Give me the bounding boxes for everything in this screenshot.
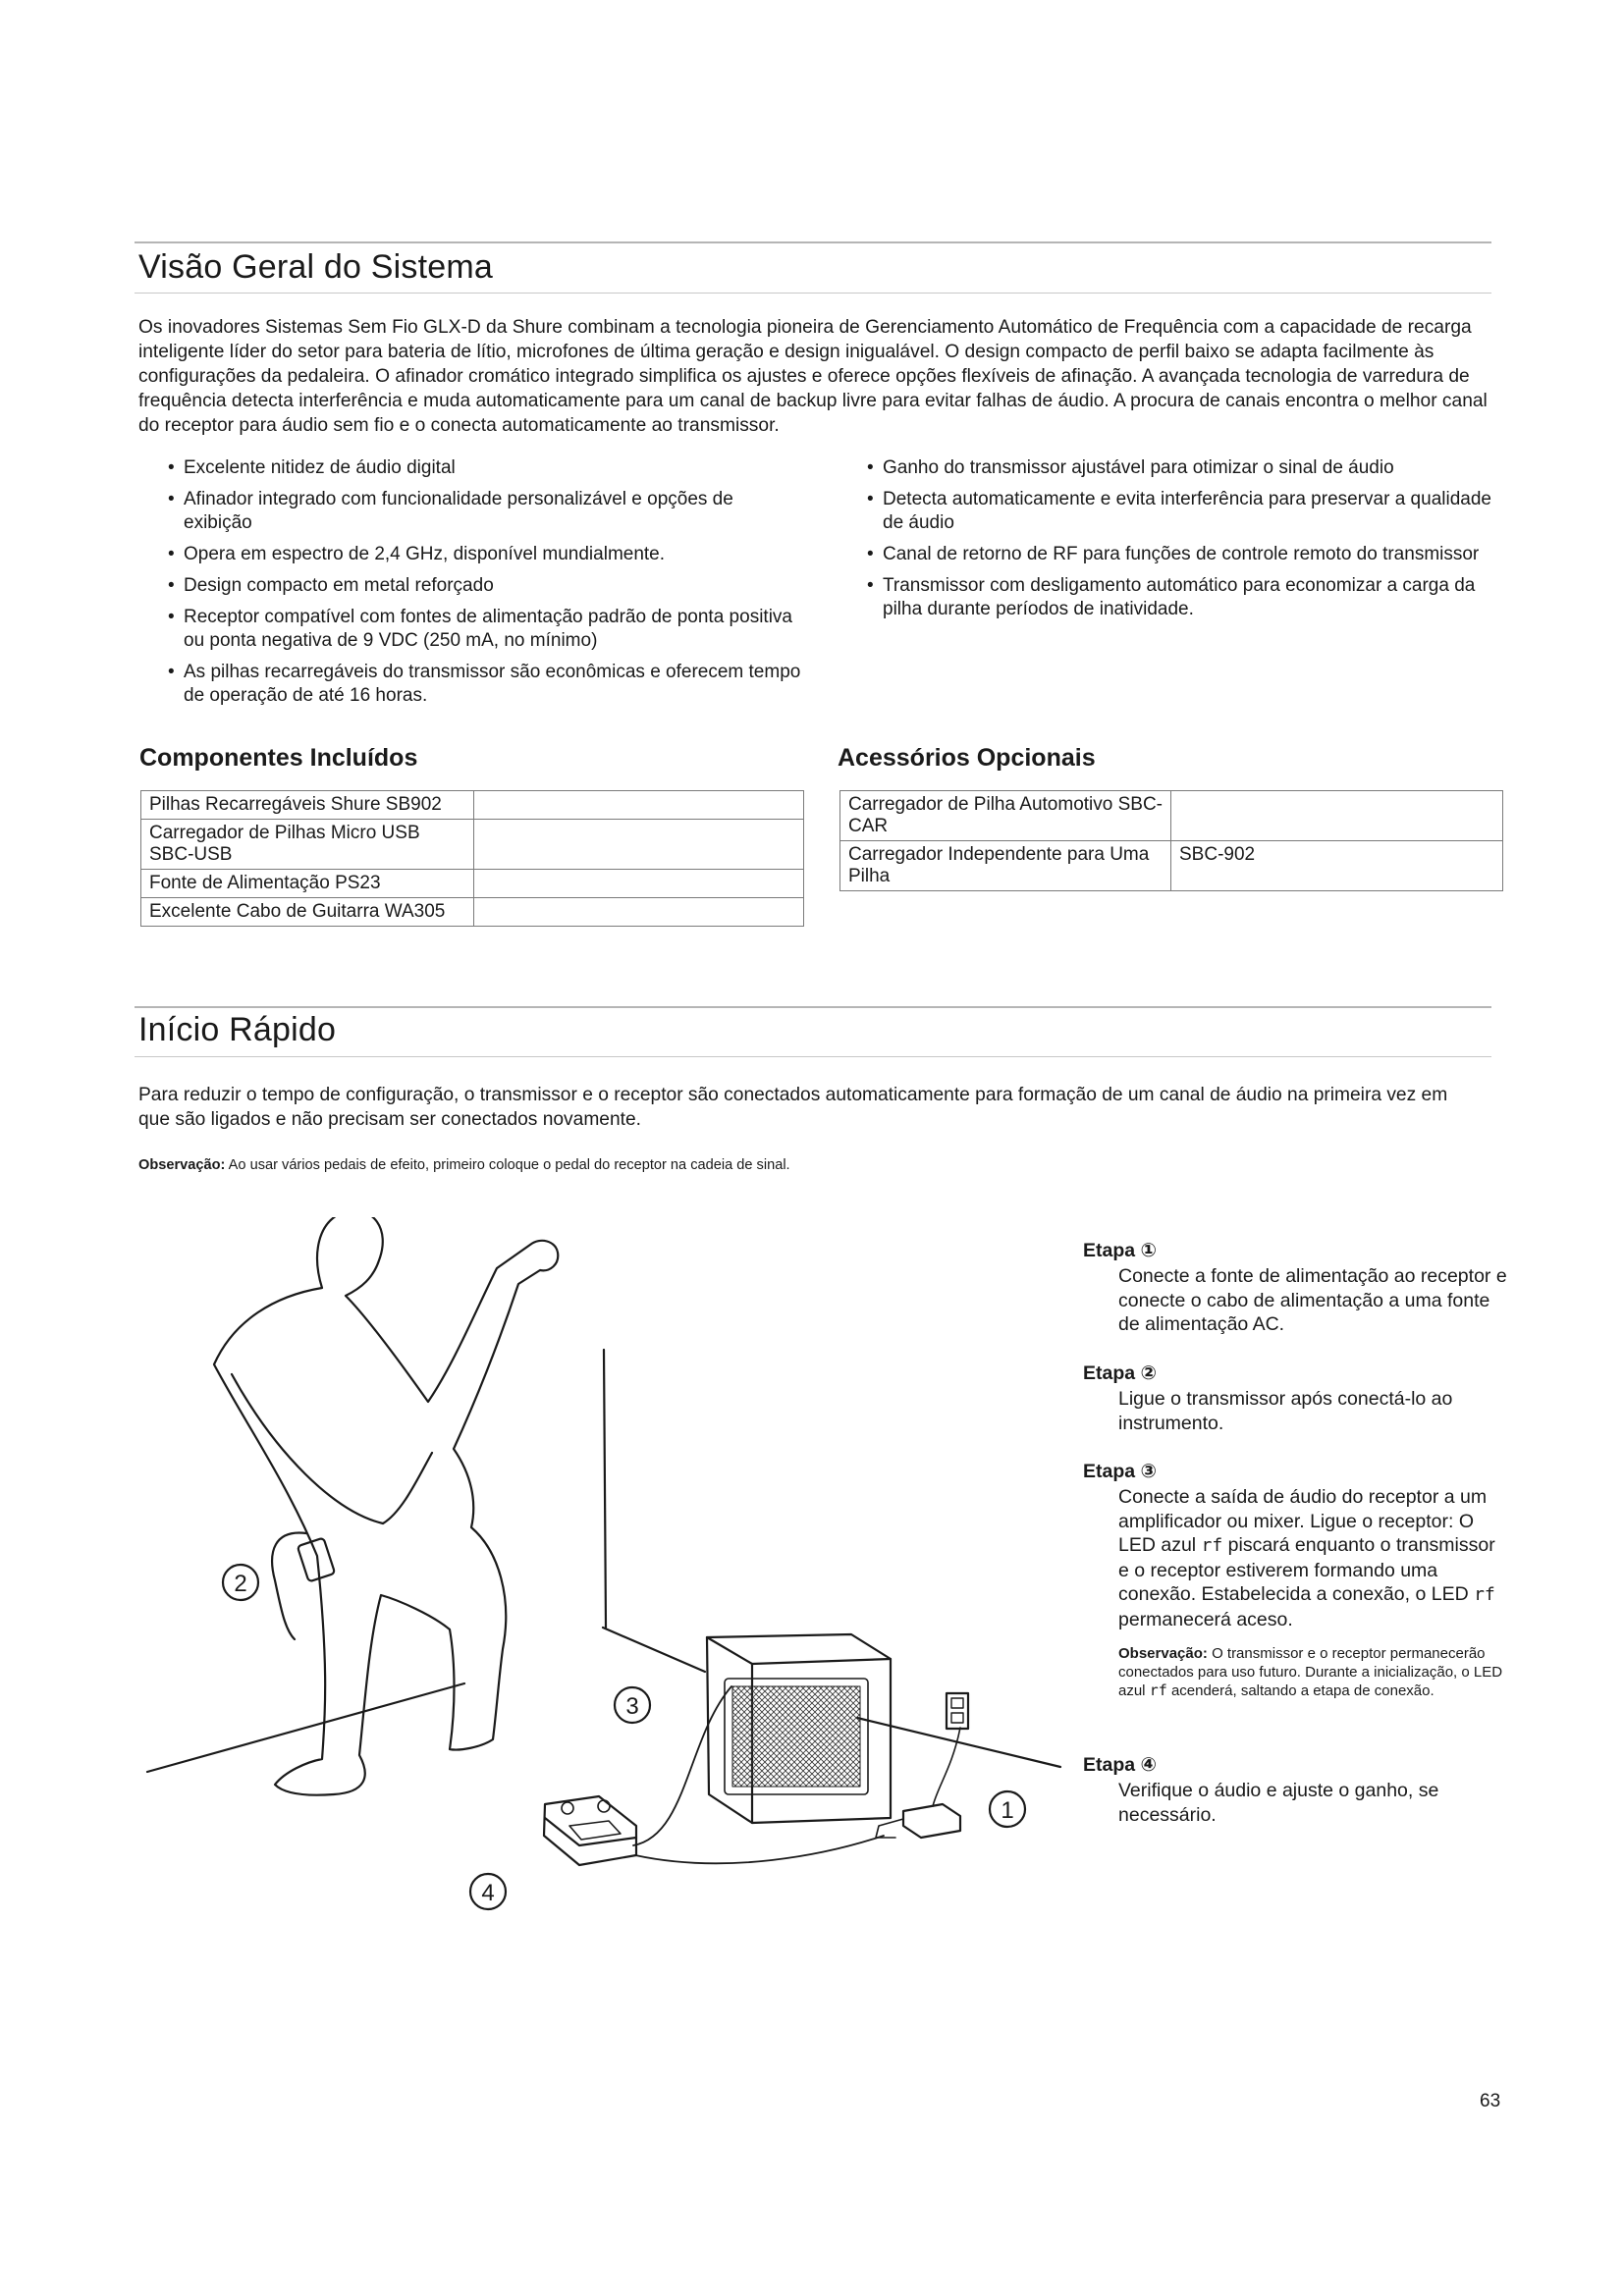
included-name-cell: Excelente Cabo de Guitarra WA305 <box>141 898 474 927</box>
included-model-cell <box>474 870 804 898</box>
optional-name-cell: Carregador Independente para Uma Pilha <box>840 841 1171 891</box>
quickstart-note <box>138 1157 790 1173</box>
included-name-cell: Pilhas Recarregáveis Shure SB902 <box>141 791 474 820</box>
feature-item: • Opera em espectro de 2,4 GHz, disponível mundialmente. <box>138 543 806 566</box>
optional-model-cell: SBC-902 <box>1171 841 1503 891</box>
included-title: Componentes Incluídos <box>139 744 418 772</box>
power-cable <box>635 1836 884 1863</box>
feature-item: • Afinador integrado com funcionalidade personalizável e opções de exibição <box>138 488 806 535</box>
floor-right-line <box>857 1718 1060 1767</box>
section-title-underline <box>135 293 1491 294</box>
section-title-underline <box>135 1056 1491 1057</box>
audio-cable <box>633 1686 731 1845</box>
feature-item: • Design compacto em metal reforçado <box>138 574 806 598</box>
feature-item: • Transmissor com desligamento automático para economizar a carga da pilha durante períodos de inatividade. <box>838 574 1505 621</box>
rf-led-label: rf <box>1201 1535 1223 1556</box>
step-3-text-a: Conecte a saída de áudio do receptor a um amplificador ou mixer. Ligue o receptor: O LED azul <box>1118 1486 1488 1556</box>
receiver-pedal <box>544 1796 636 1865</box>
table-row <box>141 898 804 927</box>
callout-3: 3 <box>625 1693 639 1720</box>
feature-item: • As pilhas recarregáveis do transmissor são econômicas e oferecem tempo de operação de até 16 horas. <box>138 661 806 708</box>
overview-title: Visão Geral do Sistema <box>138 248 493 286</box>
included-table <box>140 790 804 927</box>
wall-corner-line <box>604 1350 606 1628</box>
note-text: Ao usar vários pedais de efeito, primeiro coloque o pedal do receptor na cadeia de sinal. <box>228 1157 790 1173</box>
overview-intro: Os inovadores Sistemas Sem Fio GLX-D da Shure combinam a tecnologia pioneira de Gerenciamento Automático de Frequência com a capacidade de recarga inteligente líder do setor para bateria de lítio, microfones de última geração e design inigualável. O design compacto de perfil baixo se adapta facilmente às configurações da pedaleira. O afinador cromático integrado simplifica os ajustes e oferece opções flexíveis de afinação. A avançada tecnologia de varredura de frequência detecta interferência e muda automaticamente para um canal de backup livre para evitar falhas de áudio. A procura de canais encontra o melhor canal do receptor para áudio sem fio e o conecta automaticamente ao transmissor. <box>138 317 1488 436</box>
step-3-text <box>1118 1485 1506 1631</box>
power-supply <box>903 1804 960 1838</box>
included-model-cell <box>474 898 804 927</box>
optional-title: Acessórios Opcionais <box>838 744 1096 772</box>
setup-illustration <box>137 1217 1080 1944</box>
table-row <box>141 791 804 820</box>
step-3-note <box>1118 1644 1506 1700</box>
callout-1: 1 <box>1001 1797 1014 1824</box>
step-3-note-a: O transmissor e o receptor permanecerão conectados para uso futuro. Durante a inicialização, o LED azul <box>1118 1645 1503 1699</box>
table-row <box>141 820 804 870</box>
step-2-title: Etapa ② <box>1083 1362 1158 1384</box>
transmitter-cable <box>272 1533 306 1639</box>
step-1-text: Conecte a fonte de alimentação ao receptor e conecte o cabo de alimentação a uma fonte de alimentação AC. <box>1118 1265 1507 1335</box>
included-name-cell: Carregador de Pilhas Micro USB SBC-USB <box>141 820 474 870</box>
included-model-cell <box>474 820 804 870</box>
section-top-rule <box>135 1006 1491 1008</box>
features-right-list <box>838 456 1505 629</box>
feature-item: • Receptor compatível com fontes de alimentação padrão de ponta positiva ou ponta negativa de 9 VDC (250 mA, no mínimo) <box>138 606 806 653</box>
feature-item: • Excelente nitidez de áudio digital <box>138 456 806 480</box>
callout-4: 4 <box>481 1880 495 1906</box>
optional-model-cell <box>1171 791 1503 841</box>
step-3-title: Etapa ③ <box>1083 1461 1158 1482</box>
quickstart-intro: Para reduzir o tempo de configuração, o transmissor e o receptor são conectados automaticamente para formação de um canal de áudio na primeira vez em que são ligados e não precisam ser conectados novamente. <box>138 1085 1448 1130</box>
step-1-title: Etapa ① <box>1083 1240 1158 1261</box>
step-4-text: Verifique o áudio e ajuste o ganho, se necessário. <box>1118 1780 1439 1826</box>
step-3-text-b: piscará enquanto o transmissor e o receptor estiverem formando uma conexão. Estabelecida a conexão, o LED <box>1118 1534 1495 1605</box>
step-2-text: Ligue o transmissor após conectá-lo ao instrumento. <box>1118 1388 1453 1434</box>
floor-mid-line <box>603 1628 705 1672</box>
floor-left-line <box>147 1683 464 1772</box>
table-row <box>840 841 1503 891</box>
quickstart-title: Início Rápido <box>138 1011 337 1048</box>
note-label: Observação: <box>138 1157 226 1173</box>
guitarist-figure <box>214 1217 558 1795</box>
optional-name-cell: Carregador de Pilha Automotivo SBC-CAR <box>840 791 1171 841</box>
included-model-cell <box>474 791 804 820</box>
callout-2: 2 <box>234 1571 247 1597</box>
feature-item: • Canal de retorno de RF para funções de controle remoto do transmissor <box>838 543 1505 566</box>
step-3-note-b: acenderá, saltando a etapa de conexão. <box>1170 1682 1435 1699</box>
feature-item: • Detecta automaticamente e evita interferência para preservar a qualidade de áudio <box>838 488 1505 535</box>
page-number: 63 <box>1480 2091 1501 2111</box>
step-3-note-label: Observação: <box>1118 1645 1208 1662</box>
feature-item: • Ganho do transmissor ajustável para otimizar o sinal de áudio <box>838 456 1505 480</box>
rf-led-label: rf <box>1149 1682 1167 1699</box>
step-3-text-c: permanecerá aceso. <box>1118 1608 1293 1630</box>
features-left-list <box>138 456 806 716</box>
rf-led-label: rf <box>1474 1584 1495 1605</box>
amplifier <box>707 1634 891 1823</box>
section-top-rule <box>135 241 1491 243</box>
table-row <box>141 870 804 898</box>
table-row <box>840 791 1503 841</box>
step-4-title: Etapa ④ <box>1083 1754 1158 1776</box>
optional-table <box>839 790 1503 891</box>
included-name-cell: Fonte de Alimentação PS23 <box>141 870 474 898</box>
transmitter-pack <box>298 1538 335 1582</box>
